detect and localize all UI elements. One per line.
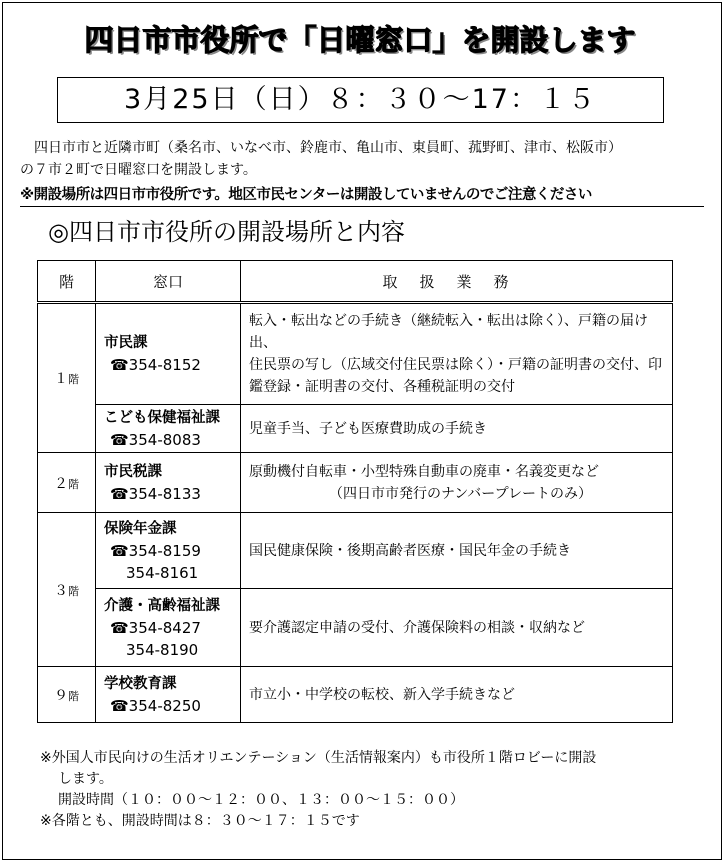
- header-duties: 取扱業務: [241, 261, 673, 303]
- duties-cell: [241, 589, 673, 667]
- footer-hours: 開設時間（１０：００～１２：００、１３：００～１５：００）: [58, 792, 464, 808]
- phone-number: ☎354-8159: [110, 541, 201, 560]
- intro-line-1: 四日市市と近隣市町（桑名市、いなべ市、鈴鹿市、亀山市、東員町、菰野町、津市、松阪市）: [34, 140, 622, 156]
- duties-cell: [241, 453, 673, 513]
- floor-cell-1: １階: [38, 303, 96, 453]
- section-heading: ◎四日市市役所の開設場所と内容: [48, 218, 405, 246]
- phone-number: ☎354-8427: [110, 618, 201, 637]
- intro-line-2: の７市２町で日曜窓口を開設します。: [20, 162, 257, 178]
- phone-number-alt: 354-8190: [126, 640, 199, 659]
- table-row: [38, 453, 673, 513]
- footer-note-foreign-residents-cont: します。: [58, 771, 113, 787]
- dept-name: 市民税課: [104, 463, 162, 480]
- table-row: [38, 513, 673, 589]
- dept-name: 市民課: [104, 335, 148, 351]
- dept-name: 介護・高齢福祉課: [104, 597, 220, 614]
- phone-number: ☎354-8152: [110, 356, 201, 374]
- window-cell: [96, 303, 241, 405]
- floor-cell-2: ２階: [38, 453, 96, 513]
- table-row: [38, 589, 673, 667]
- location-notice: ※開設場所は四日市市役所です。地区市民センターは開設していませんのでご注意ください: [20, 187, 592, 203]
- phone-number: ☎354-8083: [110, 430, 201, 449]
- notice-underline: [20, 206, 704, 207]
- duty-line: 児童手当、子ども医療費助成の手続き: [249, 420, 487, 437]
- floor-cell-9: ９階: [38, 667, 96, 723]
- duty-line: 転入・転出などの手続き（継続転入・転出は除く）、戸籍の届け出、: [249, 313, 648, 351]
- duty-line: 原動機付自転車・小型特殊自動車の廃車・名義変更など: [249, 463, 599, 480]
- window-cell: [96, 589, 241, 667]
- phone-number: ☎354-8250: [110, 696, 201, 715]
- phone-number-alt: 354-8161: [126, 563, 199, 582]
- dept-name: 学校教育課: [104, 675, 177, 692]
- duties-cell: [241, 513, 673, 589]
- duty-line: 要介護認定申請の受付、介護保険料の相談・収納など: [249, 619, 585, 636]
- footer-notes: [40, 748, 700, 832]
- footer-note-all-floors: ※各階とも、開設時間は８：３０～１７：１５です: [40, 813, 360, 829]
- date-banner: 3月25日（日）８：３０～17：１５: [57, 77, 664, 123]
- table-header-row: [38, 261, 673, 303]
- duty-line: 市立小・中学校の転校、新入学手続きなど: [249, 686, 515, 703]
- duty-line: 国民健康保険・後期高齢者医療・国民年金の手続き: [249, 542, 571, 559]
- table-row: [38, 667, 673, 723]
- duty-line: 住民票の写し（広域交付住民票は除く）・戸籍の証明書の交付、印鑑登録・証明書の交付、各種税証明の交付: [249, 357, 662, 395]
- page-title: 四日市市役所で「日曜窓口」を開設します: [84, 23, 636, 57]
- header-window: 窓口: [96, 261, 241, 303]
- table-row: [38, 405, 673, 453]
- window-cell: [96, 667, 241, 723]
- window-cell: [96, 513, 241, 589]
- footer-note-foreign-residents: ※外国人市民向けの生活オリエンテーション（生活情報案内）も市役所１階ロビーに開設: [40, 750, 597, 766]
- duties-cell: [241, 405, 673, 453]
- window-cell: [96, 453, 241, 513]
- dept-name: こども保健福祉課: [104, 409, 220, 426]
- header-floor: 階: [38, 261, 96, 303]
- duty-line: （四日市市発行のナンバープレートのみ）: [328, 485, 593, 502]
- window-cell: [96, 405, 241, 453]
- duties-cell: [241, 667, 673, 723]
- floor-cell-3: ３階: [38, 513, 96, 667]
- duties-cell: [241, 303, 673, 405]
- phone-number: ☎354-8133: [110, 484, 201, 503]
- services-table: [37, 260, 673, 723]
- intro-text: [20, 137, 710, 181]
- table-row: [38, 303, 673, 405]
- dept-name: 保険年金課: [104, 520, 177, 537]
